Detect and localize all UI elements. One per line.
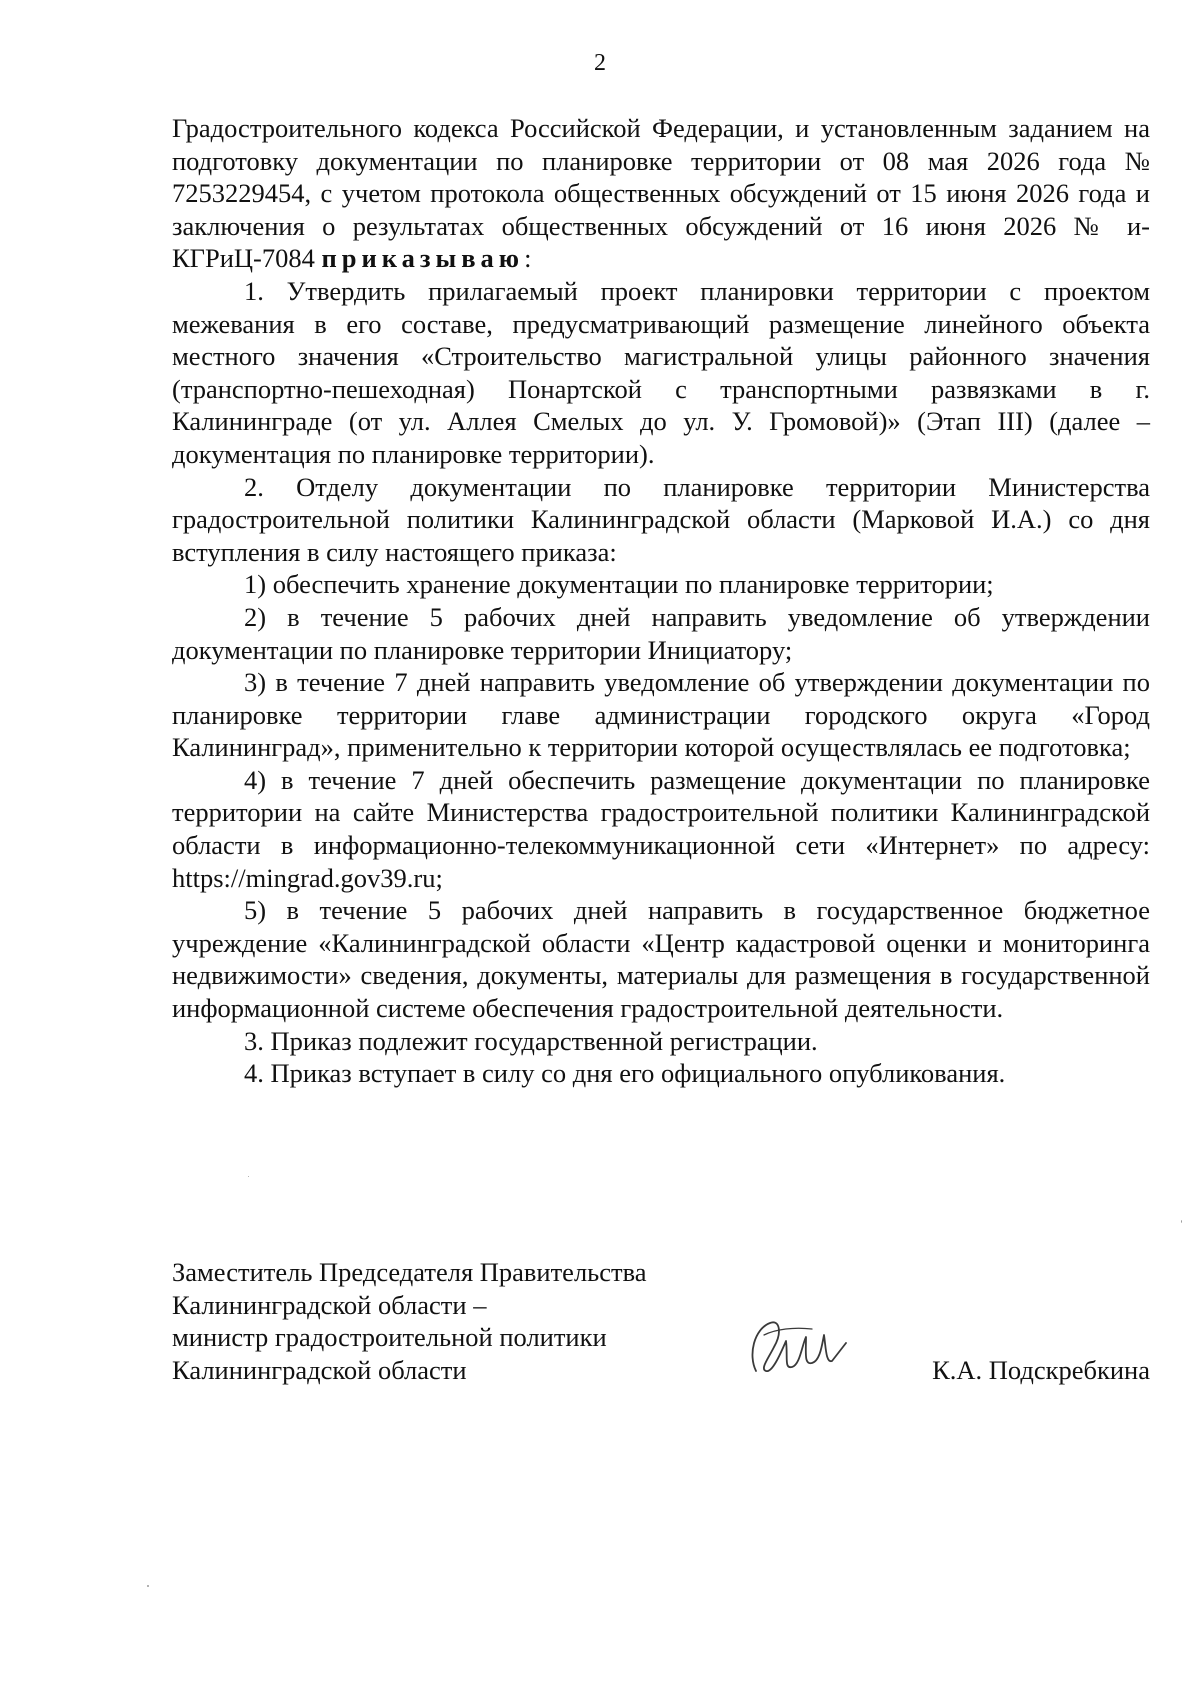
intro-paragraph	[172, 112, 1150, 275]
item-2-department: 2. Отделу документации по планировке территории Министерства градостроительной политики Калининградской области (Марковой И.А.) со дня вступления в силу настоящего приказа:	[172, 471, 1150, 567]
order-suffix: :	[524, 243, 532, 274]
signer-name: К.А. Подскребкина	[932, 1355, 1150, 1385]
signer-position-line: Заместитель Председателя Правительства	[172, 1257, 647, 1287]
signer-position-line: Калининградской области –	[172, 1289, 487, 1320]
subitem-5-send-to-institution: 5) в течение 5 рабочих дней направить в государственное бюджетное учреждение «Калининградской области «Центр кадастровой оценки и мониторинга недвижимости» сведения, документы, материалы для размещения в государственной информационной системе обеспечения градостроительной деятельности.	[172, 895, 1150, 1024]
item-1-approve: 1. Утвердить прилагаемый проект планировки территории с проектом межевания в его составе, предусматривающий размещение линейного объекта местного значения «Строительство магистральной улицы районного значения (транспортно-пешеходная) Понартской с транспортными развязками в г. Калининграде (от ул. Аллея Смелых до ул. У. Громовой)» (Этап III) (далее – документация по планировке территории).	[172, 275, 1150, 469]
scan-speck	[147, 1585, 149, 1587]
subitem-3-notify-administration: 3) в течение 7 дней направить уведомление об утверждении документации по планировке территории главе администрации городского округа «Город Калининград», применительно к территории которой осуществлялась ее подготовка;	[172, 667, 1150, 763]
subitem-2-notify-initiator: 2) в течение 5 рабочих дней направить уведомление об утверждении документации по планировке территории Инициатору;	[172, 601, 1150, 665]
subitem-4-publish-website: 4) в течение 7 дней обеспечить размещение документации по планировке территории на сайте Министерства градостроительной политики Калининградской области в информационно-телекоммуникационной сети «Интернет» по адресу: https://mingrad.gov39.ru;	[172, 764, 1150, 893]
intro-text: Градостроительного кодекса Российской Федерации, и установленным заданием на подготовку документации по планировке территории от 08 мая 2026 года № 7253229454, с учетом протокола общественных обсуждений от 15 июня 2026 года и заключения о результатах общественных обсуждений от 16 июня 2026 № и-КГРиЦ-7084	[172, 113, 1150, 274]
signer-position-line: Калининградской области	[172, 1354, 467, 1385]
item-3-registration: 3. Приказ подлежит государственной регистрации.	[244, 1025, 818, 1056]
scan-speck	[1181, 1220, 1182, 1223]
handwritten-signature	[742, 1311, 852, 1381]
item-4-effective-date: 4. Приказ вступает в силу со дня его официального опубликования.	[244, 1058, 1006, 1089]
subitem-1-storage: 1) обеспечить хранение документации по планировке территории;	[244, 569, 994, 600]
scan-speck	[248, 1176, 249, 1177]
document-body	[172, 112, 1150, 1090]
signer-position-line: министр градостроительной политики	[172, 1322, 607, 1352]
page-number: 2	[594, 50, 606, 76]
signer-position	[172, 1256, 732, 1386]
signature-block	[172, 1256, 1150, 1396]
order-word: приказываю	[321, 243, 525, 274]
